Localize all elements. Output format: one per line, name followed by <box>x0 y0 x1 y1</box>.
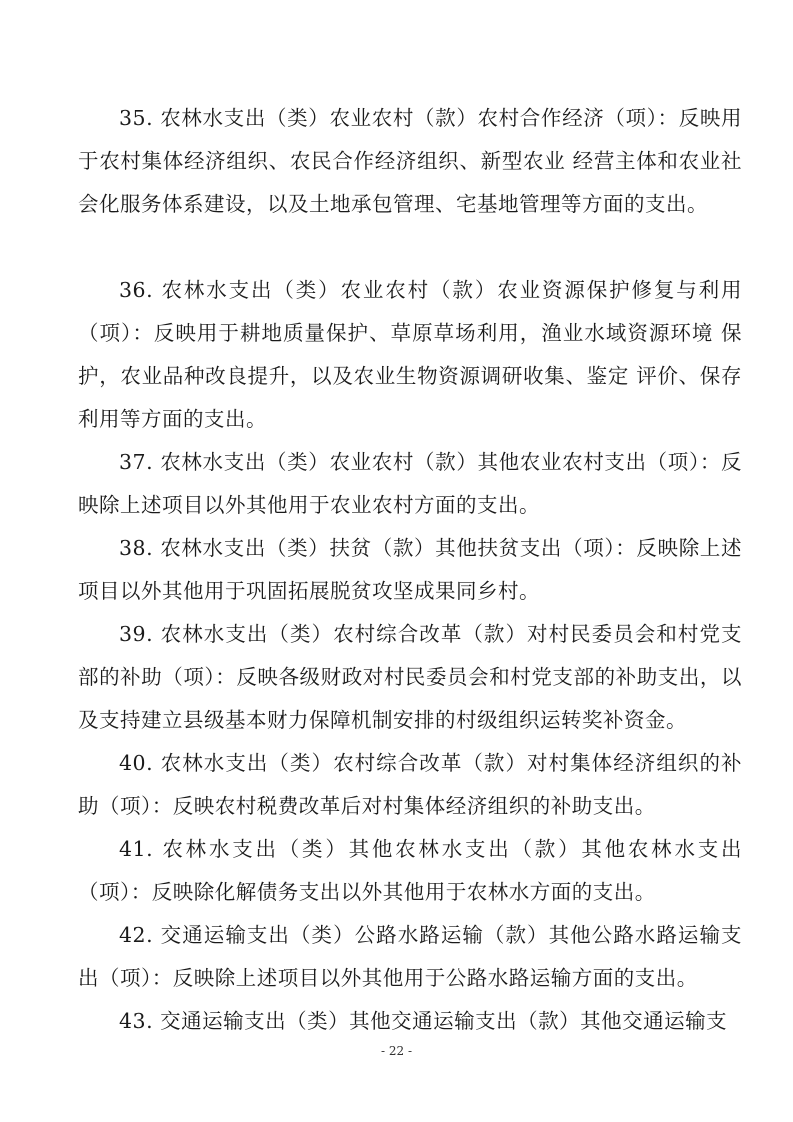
paragraph-item-36: 36. 农林水支出（类）农业农村（款）农业资源保护修复与利用（项）：反映用于耕地质量保护、草原草场利用，渔业水域资源环境 保护，农业品种改良提升，以及农业生物资源调研收集、鉴定 评价、保存利用等方面的支出。 <box>78 278 742 431</box>
paragraph-item-35: 35. 农林水支出（类）农业农村（款）农村合作经济（项）：反映用于农村集体经济组织、农民合作经济组织、新型农业 经营主体和农业社会化服务体系建设，以及土地承包管理、宅基地管理等方面的支出。 <box>78 106 742 216</box>
paragraph-item-41: 41. 农林水支出（类）其他农林水支出（款）其他农林水支出（项）：反映除化解债务支出以外其他用于农林水方面的支出。 <box>78 837 742 904</box>
paragraph-item-37: 37. 农林水支出（类）农业农村（款）其他农业农村支出（项）：反映除上述项目以外其他用于农业农村方面的支出。 <box>78 450 742 517</box>
paragraph-item-40: 40. 农林水支出（类）农村综合改革（款）对村集体经济组织的补助（项）：反映农村税费改革后对村集体经济组织的补助支出。 <box>78 751 742 818</box>
paragraph-item-43: 43. 交通运输支出（类）其他交通运输支出（款）其他交通运输支 <box>119 1009 728 1033</box>
page-number: - 22 - <box>380 1044 412 1058</box>
paragraph-item-38: 38. 农林水支出（类）扶贫（款）其他扶贫支出（项）：反映除上述项目以外其他用于巩固拓展脱贫攻坚成果同乡村。 <box>78 536 742 603</box>
paragraph-item-42: 42. 交通运输支出（类）公路水路运输（款）其他公路水路运输支出（项）：反映除上述项目以外其他用于公路水路运输方面的支出。 <box>78 923 742 990</box>
paragraph-item-39: 39. 农林水支出（类）农村综合改革（款）对村民委员会和村党支部的补助（项）：反映各级财政对村民委员会和村党支部的补助支出，以及支持建立县级基本财力保障机制安排的村级组织运转奖补资金。 <box>78 622 742 732</box>
